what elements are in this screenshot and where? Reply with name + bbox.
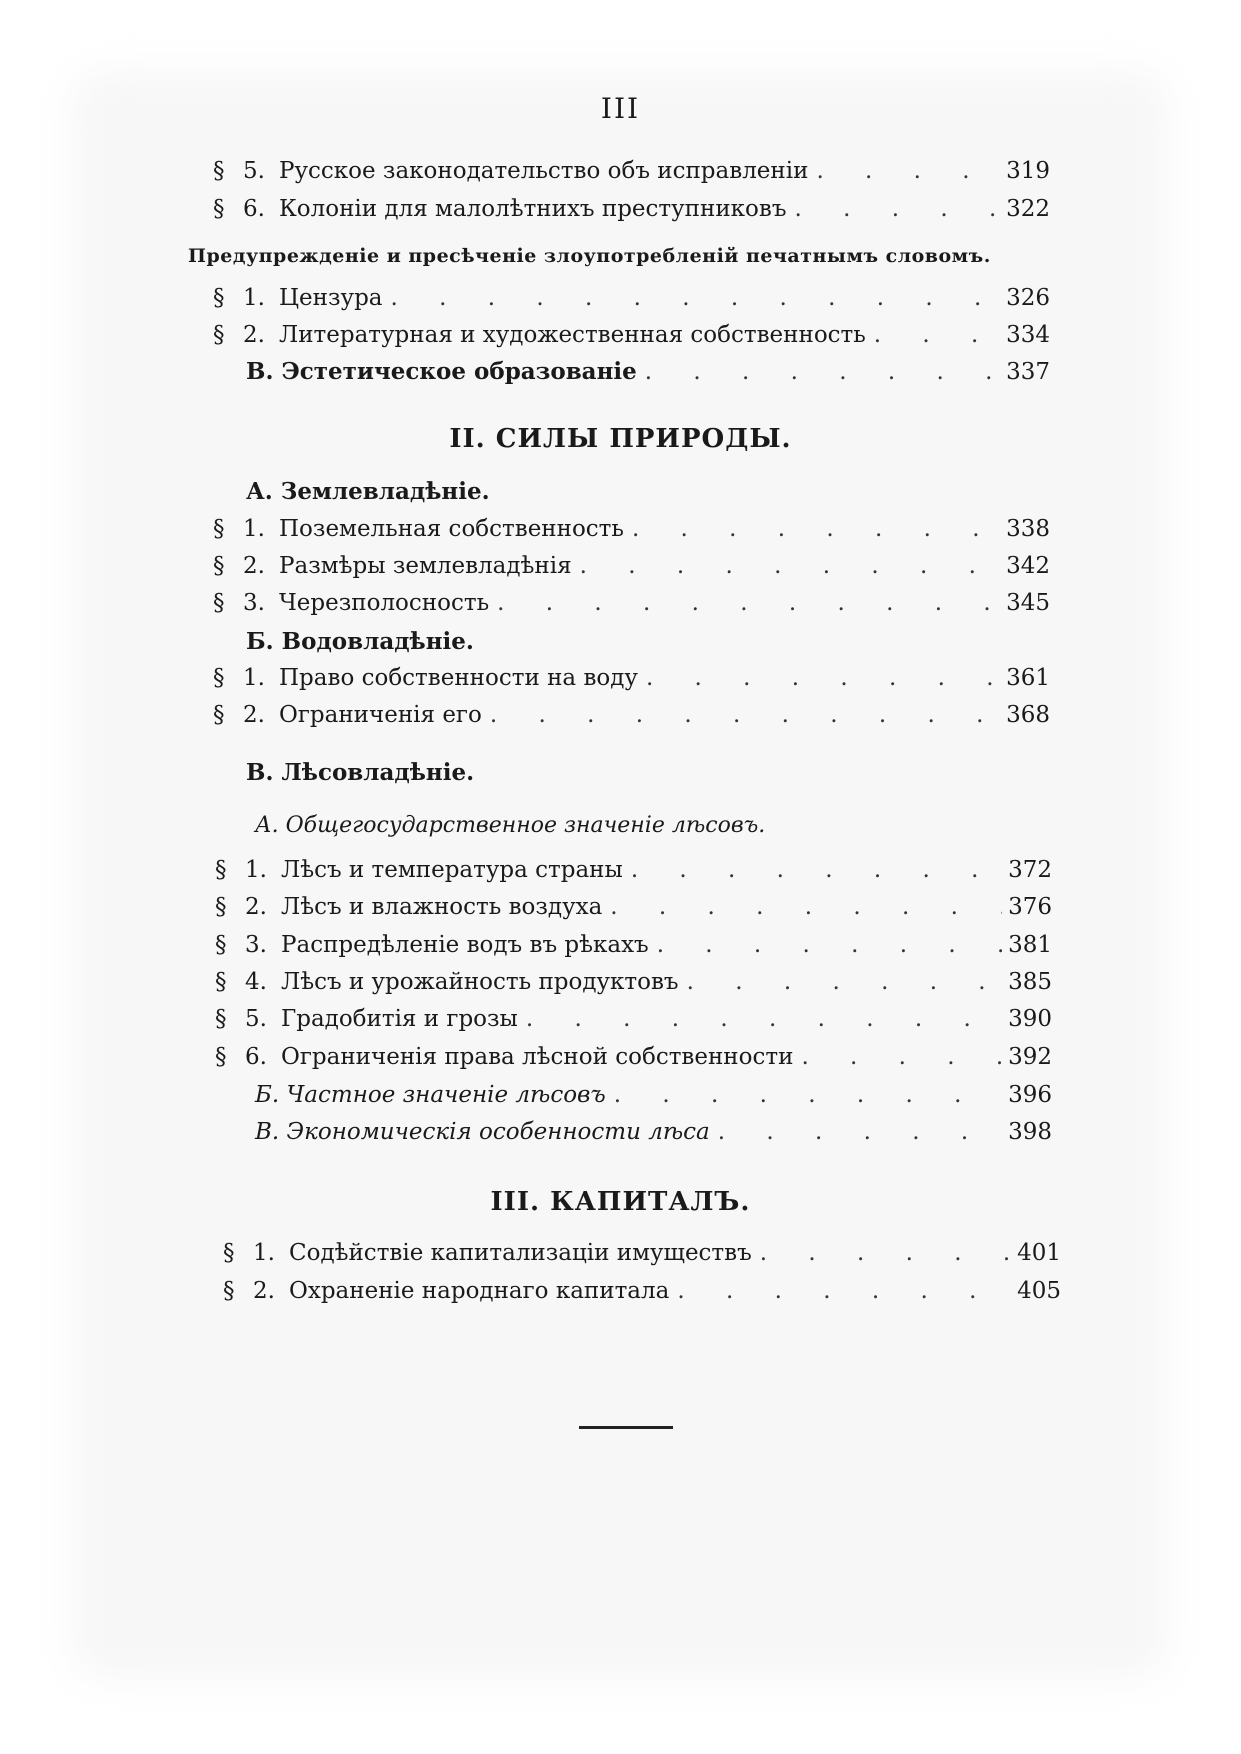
paragraph-sign: § <box>215 1006 227 1032</box>
toc-entry[interactable] <box>223 1278 1061 1304</box>
entry-title: Размѣры землевладѣнія <box>279 553 572 579</box>
paragraph-sign: § <box>213 665 225 691</box>
entry-page: 381 <box>1008 932 1052 958</box>
entry-page: 396 <box>1008 1082 1052 1108</box>
section-heading: III. КАПИТАЛЪ. <box>490 1187 751 1217</box>
toc-entry[interactable] <box>213 553 1050 579</box>
entry-number: 2. <box>253 1278 275 1304</box>
entry-page: 334 <box>1006 322 1050 348</box>
dot-leader <box>518 1006 1002 1032</box>
toc-entry[interactable] <box>213 702 1050 728</box>
entry-number: 2. <box>245 894 267 920</box>
entry-page: 390 <box>1008 1006 1052 1032</box>
toc-entry[interactable] <box>215 857 1052 883</box>
entry-page: 338 <box>1006 516 1050 542</box>
paragraph-sign: § <box>215 894 227 920</box>
entry-title: Лѣсъ и температура страны <box>281 857 623 883</box>
dot-leader <box>679 969 1002 995</box>
toc-entry[interactable] <box>213 158 1050 184</box>
entry-page: 385 <box>1008 969 1052 995</box>
entry-number: 3. <box>245 932 267 958</box>
entry-title: Право собственности на воду <box>279 665 638 691</box>
entry-page: 326 <box>1006 285 1050 311</box>
entry-number: 1. <box>243 516 265 542</box>
entry-page: 337 <box>1006 359 1050 385</box>
entry-title: Русское законодательство объ исправленіи <box>279 158 809 184</box>
entry-title: Распредѣленіе водъ въ рѣкахъ <box>281 932 649 958</box>
dot-leader <box>572 553 1000 579</box>
entry-number: 6. <box>243 196 265 222</box>
entry-page: 342 <box>1006 553 1050 579</box>
entry-number: 6. <box>245 1044 267 1070</box>
entry-title: Содѣйствіе капитализаціи имуществъ <box>289 1240 752 1266</box>
toc-entry[interactable] <box>213 590 1050 616</box>
dot-leader <box>669 1278 1011 1304</box>
entry-page: 345 <box>1006 590 1050 616</box>
entry-title: Колоніи для малолѣтнихъ преступниковъ <box>279 196 787 222</box>
entry-page: 368 <box>1006 702 1050 728</box>
entry-page: 322 <box>1006 196 1050 222</box>
entry-page: 398 <box>1008 1119 1052 1145</box>
dot-leader <box>866 322 1000 348</box>
toc-entry[interactable] <box>215 969 1052 995</box>
entry-number: 1. <box>245 857 267 883</box>
dot-leader <box>752 1240 1011 1266</box>
entry-page: 392 <box>1008 1044 1052 1070</box>
toc-entry[interactable] <box>255 1082 1052 1108</box>
paragraph-sign: § <box>215 857 227 883</box>
entry-number: 2. <box>243 702 265 728</box>
subsection-subheading: А. Общегосударственное значеніе лѣсовъ. <box>255 813 766 838</box>
entry-title: Лѣсъ и урожайность продуктовъ <box>281 969 679 995</box>
entry-number: 1. <box>243 285 265 311</box>
subsection-heading: Предупрежденіе и пресѣченіе злоупотребленій печатнымъ словомъ. <box>188 245 991 267</box>
entry-number: 2. <box>243 322 265 348</box>
entry-page: 376 <box>1008 894 1052 920</box>
paragraph-sign: § <box>223 1240 235 1266</box>
toc-entry[interactable] <box>213 285 1050 311</box>
dot-leader <box>489 590 1000 616</box>
subsection-heading: Б. Водовладѣніе. <box>246 628 474 655</box>
page-number: III <box>600 92 641 125</box>
toc-entry[interactable] <box>213 665 1050 691</box>
entry-page: 361 <box>1006 665 1050 691</box>
dot-leader <box>482 702 1000 728</box>
toc-entry[interactable] <box>223 1240 1061 1266</box>
paragraph-sign: § <box>223 1278 235 1304</box>
dot-leader <box>624 516 1000 542</box>
entry-title: Цензура <box>279 285 383 311</box>
subsection-heading: А. Землевладѣніе. <box>246 478 490 505</box>
toc-entry[interactable] <box>215 932 1052 958</box>
entry-title: Поземельная собственность <box>279 516 624 542</box>
toc-entry[interactable] <box>213 516 1050 542</box>
entry-number: 4. <box>245 969 267 995</box>
toc-entry[interactable] <box>246 358 1050 385</box>
entry-number: 2. <box>243 553 265 579</box>
dot-leader <box>383 285 1000 311</box>
dot-leader <box>793 1044 1002 1070</box>
entry-title: Ограниченія его <box>279 702 482 728</box>
dot-leader <box>786 196 1000 222</box>
paragraph-sign: § <box>213 285 225 311</box>
paragraph-sign: § <box>215 1044 227 1070</box>
entry-title: Охраненіе народнаго капитала <box>289 1278 670 1304</box>
entry-title: Лѣсъ и влажность воздуха <box>281 894 603 920</box>
paragraph-sign: § <box>213 516 225 542</box>
dot-leader <box>602 894 1002 920</box>
entry-page: 401 <box>1017 1240 1061 1266</box>
dot-leader <box>649 932 1002 958</box>
paragraph-sign: § <box>215 969 227 995</box>
toc-entry[interactable] <box>215 894 1052 920</box>
entry-title: В. Экономическія особенности лѣса <box>255 1119 710 1145</box>
entry-title: Черезполосность <box>279 590 490 616</box>
entry-number: 5. <box>243 158 265 184</box>
paragraph-sign: § <box>213 196 225 222</box>
entry-title: Градобитія и грозы <box>281 1006 518 1032</box>
dot-leader <box>808 158 1000 184</box>
paragraph-sign: § <box>213 590 225 616</box>
entry-title: В. Эстетическое образованіе <box>246 358 637 385</box>
paragraph-sign: § <box>213 158 225 184</box>
dot-leader <box>637 359 1000 385</box>
entry-title: Б. Частное значеніе лѣсовъ <box>255 1082 606 1108</box>
section-heading: II. СИЛЫ ПРИРОДЫ. <box>449 424 792 454</box>
dot-leader <box>638 665 1000 691</box>
entry-title: Ограниченія права лѣсной собственности <box>281 1044 794 1070</box>
entry-page: 319 <box>1006 158 1050 184</box>
toc-entry[interactable] <box>213 322 1050 348</box>
entry-number: 1. <box>253 1240 275 1266</box>
entry-number: 3. <box>243 590 265 616</box>
closing-rule <box>579 1426 673 1429</box>
paragraph-sign: § <box>213 322 225 348</box>
paragraph-sign: § <box>213 702 225 728</box>
entry-page: 372 <box>1008 857 1052 883</box>
toc-entry[interactable] <box>213 196 1050 222</box>
toc-entry[interactable] <box>215 1044 1052 1070</box>
entry-page: 405 <box>1017 1278 1061 1304</box>
subsection-heading: В. Лѣсовладѣніе. <box>246 759 475 786</box>
dot-leader <box>606 1082 1002 1108</box>
entry-number: 5. <box>245 1006 267 1032</box>
paragraph-sign: § <box>213 553 225 579</box>
toc-entry[interactable] <box>215 1006 1052 1032</box>
entry-title: Литературная и художественная собственность <box>279 322 866 348</box>
entry-number: 1. <box>243 665 265 691</box>
toc-entry[interactable] <box>255 1119 1052 1145</box>
dot-leader <box>623 857 1002 883</box>
dot-leader <box>710 1119 1002 1145</box>
paragraph-sign: § <box>215 932 227 958</box>
